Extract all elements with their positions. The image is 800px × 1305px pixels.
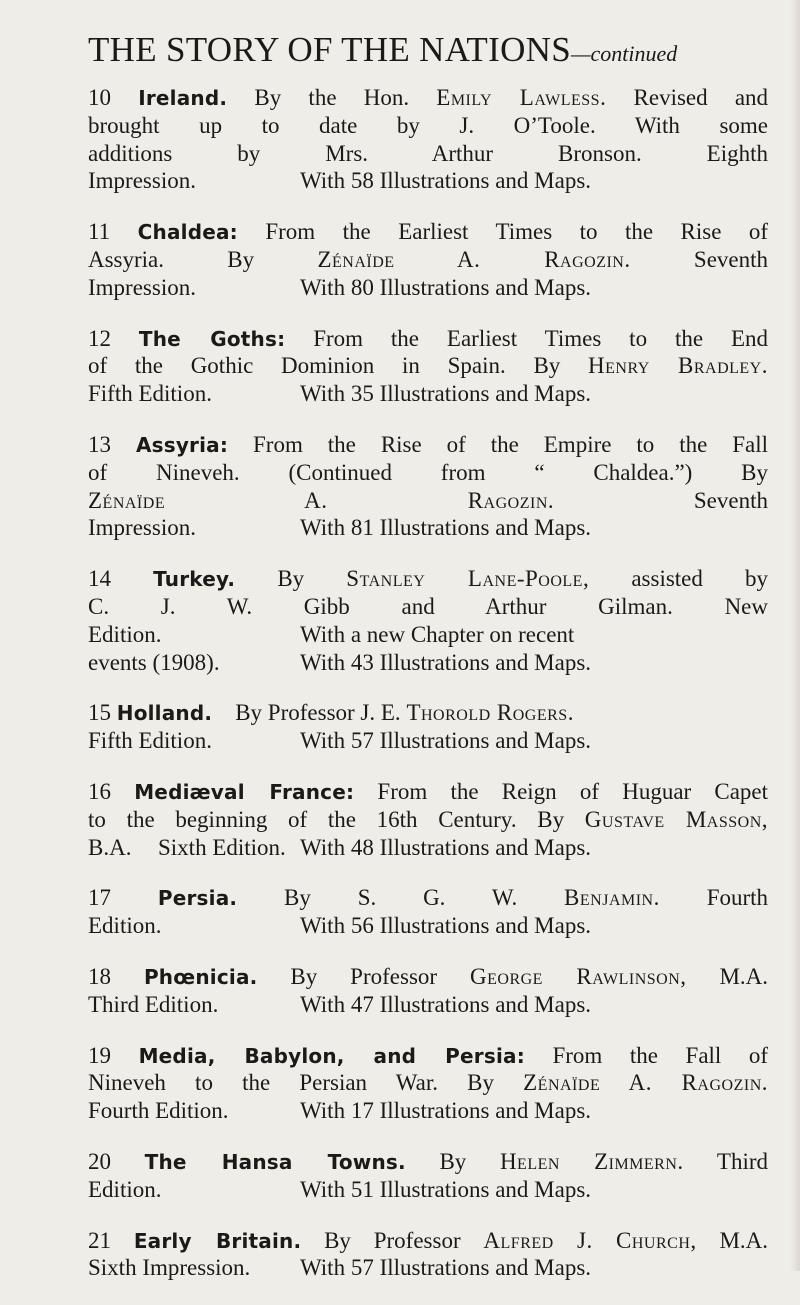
entry-number: 13 bbox=[88, 431, 111, 457]
entry-line bbox=[88, 1254, 768, 1282]
entry-line bbox=[88, 806, 768, 834]
entry-line bbox=[88, 167, 768, 195]
entry-line bbox=[88, 991, 768, 1019]
entry-number: 18 bbox=[88, 963, 111, 989]
entry-line bbox=[88, 1148, 768, 1176]
illustrations-note: With 48 Illustrations and Maps. bbox=[300, 834, 592, 860]
author: Gustave Masson, bbox=[584, 806, 768, 832]
entry-line bbox=[88, 325, 768, 353]
series-title: THE STORY OF THE NATIONS bbox=[88, 30, 571, 69]
entry-title: Turkey. bbox=[153, 567, 236, 592]
entry-number: 17 bbox=[88, 885, 111, 911]
entry-line bbox=[88, 112, 768, 140]
entry-number: 19 bbox=[88, 1042, 111, 1068]
entry-turkey bbox=[88, 565, 768, 676]
illustrations-note: With 17 Illustrations and Maps. bbox=[300, 1098, 592, 1124]
author: Henry Bradley. bbox=[588, 353, 768, 379]
entry-assyria bbox=[88, 431, 768, 542]
entry-text: From the Earliest Times to the Rise of bbox=[265, 219, 769, 245]
author: Stanley Lane-Poole, bbox=[346, 566, 590, 592]
illustrations-note: With 51 Illustrations and Maps. bbox=[300, 1176, 592, 1202]
entry-number: 20 bbox=[88, 1148, 111, 1174]
entry-title: Assyria: bbox=[135, 432, 229, 457]
entry-persia bbox=[88, 884, 768, 940]
entry-title: Chaldea: bbox=[137, 220, 238, 245]
entry-chaldea bbox=[88, 218, 768, 301]
author: Emily Lawless. bbox=[436, 85, 607, 110]
entry-line bbox=[88, 963, 768, 991]
entry-text: Fifth Edition. bbox=[88, 381, 212, 407]
entry-line bbox=[88, 246, 768, 274]
entry-line bbox=[88, 84, 768, 112]
entry-text: brought up to date by J. O’Toole. bbox=[88, 112, 596, 138]
entry-line bbox=[88, 218, 768, 246]
entry-list bbox=[88, 84, 768, 1305]
entry-line bbox=[88, 1227, 768, 1255]
entry-line bbox=[88, 274, 768, 302]
entry-title: Persia. bbox=[157, 886, 238, 911]
entry-text: additions by Mrs. Arthur Bronson. bbox=[88, 140, 642, 166]
entry-text: Sixth Impression. bbox=[88, 1255, 251, 1281]
entry-line bbox=[88, 778, 768, 806]
entry-number: 11 bbox=[88, 219, 111, 245]
entry-text: By Professor bbox=[290, 963, 438, 989]
continued-label: —continued bbox=[570, 41, 678, 66]
entry-line bbox=[88, 514, 768, 542]
entry-mediaeval-france bbox=[88, 778, 768, 861]
entry-phoenicia bbox=[88, 963, 768, 1019]
entry-line bbox=[88, 1176, 768, 1204]
entry-number: 12 bbox=[88, 325, 111, 351]
entry-text: Edition. bbox=[88, 1176, 162, 1202]
entry-media-babylon-persia bbox=[88, 1042, 768, 1125]
entry-title: The Goths: bbox=[138, 326, 286, 351]
entry-text: From the Earliest Times to the End bbox=[313, 325, 768, 351]
entry-line bbox=[88, 565, 768, 593]
entry-title: Phœnicia. bbox=[143, 964, 258, 989]
author: Zénaïde A. Ragozin. bbox=[317, 246, 631, 272]
entry-line bbox=[88, 1069, 768, 1097]
entry-text: By the Hon. bbox=[254, 85, 410, 110]
entry-goths bbox=[88, 325, 768, 408]
entry-text: Revised and bbox=[633, 85, 769, 110]
page-header bbox=[88, 30, 768, 70]
entry-line bbox=[88, 884, 768, 912]
entry-line bbox=[88, 699, 768, 727]
entry-text: Impression. bbox=[88, 515, 196, 541]
entry-text: By Professor J. E. bbox=[235, 700, 401, 726]
entry-line bbox=[88, 1097, 768, 1125]
entry-title: Mediæval France: bbox=[134, 779, 355, 804]
entry-line bbox=[88, 912, 768, 940]
entry-text: Third Edition. bbox=[88, 991, 219, 1017]
entry-text: Nineveh to the Persian War. By bbox=[88, 1070, 494, 1096]
entry-line bbox=[88, 649, 768, 677]
entry-text: By Professor bbox=[324, 1227, 461, 1253]
illustrations-note: With 57 Illustrations and Maps. bbox=[300, 1255, 592, 1281]
author: George Rawlinson, bbox=[470, 963, 687, 989]
entry-hansa-towns bbox=[88, 1148, 768, 1204]
entry-text: By bbox=[277, 566, 305, 592]
entry-number: 16 bbox=[88, 778, 111, 804]
illustrations-note: With 57 Illustrations and Maps. bbox=[300, 728, 592, 754]
entry-line bbox=[88, 834, 768, 862]
author: Alfred J. Church, bbox=[483, 1227, 697, 1253]
illustrations-note: With 43 Illustrations and Maps. bbox=[300, 649, 592, 675]
entry-text: M.A. bbox=[719, 963, 769, 989]
entry-title: Holland. bbox=[116, 701, 213, 726]
entry-early-britain bbox=[88, 1227, 768, 1283]
entry-number: 21 bbox=[88, 1227, 111, 1253]
entry-text: Seventh bbox=[693, 246, 769, 272]
entry-title: Ireland. bbox=[138, 86, 228, 110]
entry-text: Third bbox=[716, 1148, 768, 1174]
illustrations-note: With 81 Illustrations and Maps. bbox=[300, 515, 592, 541]
entry-title: Media, Babylon, and Persia: bbox=[138, 1043, 525, 1068]
author: Thorold Rogers. bbox=[406, 700, 574, 726]
entry-text: By S. G. W. bbox=[284, 885, 518, 911]
illustrations-note: With 47 Illustrations and Maps. bbox=[300, 991, 592, 1017]
entry-text: Impression. bbox=[88, 274, 196, 300]
author: Benjamin. bbox=[564, 885, 660, 911]
entry-text: With a new Chapter on recent bbox=[300, 621, 575, 647]
entry-line bbox=[88, 487, 768, 515]
entry-text: Impression. bbox=[88, 168, 196, 194]
entry-text: Edition. bbox=[88, 621, 162, 647]
entry-holland bbox=[88, 699, 768, 755]
entry-text: Fourth bbox=[706, 885, 769, 911]
entry-line bbox=[88, 431, 768, 459]
illustrations-note: With 58 Illustrations and Maps. bbox=[300, 168, 592, 194]
illustrations-note: With 56 Illustrations and Maps. bbox=[300, 913, 592, 939]
entry-line bbox=[88, 352, 768, 380]
entry-number: 14 bbox=[88, 566, 111, 592]
author: Helen Zimmern. bbox=[499, 1148, 684, 1174]
entry-line bbox=[88, 1042, 768, 1070]
entry-text: From the Fall of bbox=[552, 1042, 769, 1068]
entry-text: C. J. W. Gibb and Arthur Gilman. bbox=[88, 593, 673, 619]
entry-text: From the Reign of Huguar Capet bbox=[377, 778, 769, 804]
author: Zénaïde A. Ragozin. bbox=[523, 1070, 769, 1096]
entry-line bbox=[88, 380, 768, 408]
entry-text: Assyria. By bbox=[88, 246, 255, 272]
page-edge-shadow bbox=[790, 0, 800, 1271]
entry-line bbox=[88, 459, 768, 487]
entry-text: By bbox=[439, 1148, 467, 1174]
entry-text: Eighth bbox=[706, 140, 768, 166]
entry-text: to the beginning of the 16th Century. By bbox=[88, 806, 565, 832]
author: Zénaïde A. Ragozin. bbox=[88, 487, 555, 513]
entry-text: of the Gothic Dominion in Spain. By bbox=[88, 353, 561, 379]
entry-text: From the Rise of the Empire to the Fall bbox=[253, 431, 769, 457]
entry-text: With some bbox=[634, 112, 768, 138]
entry-text: Seventh bbox=[693, 487, 768, 513]
illustrations-note: With 35 Illustrations and Maps. bbox=[300, 381, 592, 407]
entry-number: 10 bbox=[88, 85, 111, 110]
entry-text: M.A. bbox=[719, 1227, 768, 1253]
entry-text: B.A. bbox=[88, 834, 132, 860]
entry-text: assisted by bbox=[631, 566, 768, 592]
entry-text: New bbox=[724, 593, 768, 619]
entry-line bbox=[88, 727, 768, 755]
entry-text: Fourth Edition. bbox=[88, 1098, 229, 1124]
entry-text: of Nineveh. (Continued from “ Chaldea.”) By bbox=[88, 459, 768, 485]
entry-text: Fifth Edition. bbox=[88, 728, 212, 754]
entry-line bbox=[88, 621, 768, 649]
entry-text: events (1908). bbox=[88, 649, 220, 675]
entry-line bbox=[88, 140, 768, 168]
entry-title: The Hansa Towns. bbox=[144, 1149, 406, 1174]
entry-line bbox=[88, 593, 768, 621]
illustrations-note: With 80 Illustrations and Maps. bbox=[300, 274, 592, 300]
entry-title: Early Britain. bbox=[133, 1228, 302, 1253]
entry-text: Sixth Edition. bbox=[158, 834, 286, 860]
entry-text: Edition. bbox=[88, 913, 162, 939]
entry-ireland bbox=[88, 84, 768, 195]
entry-number: 15 bbox=[88, 700, 111, 726]
